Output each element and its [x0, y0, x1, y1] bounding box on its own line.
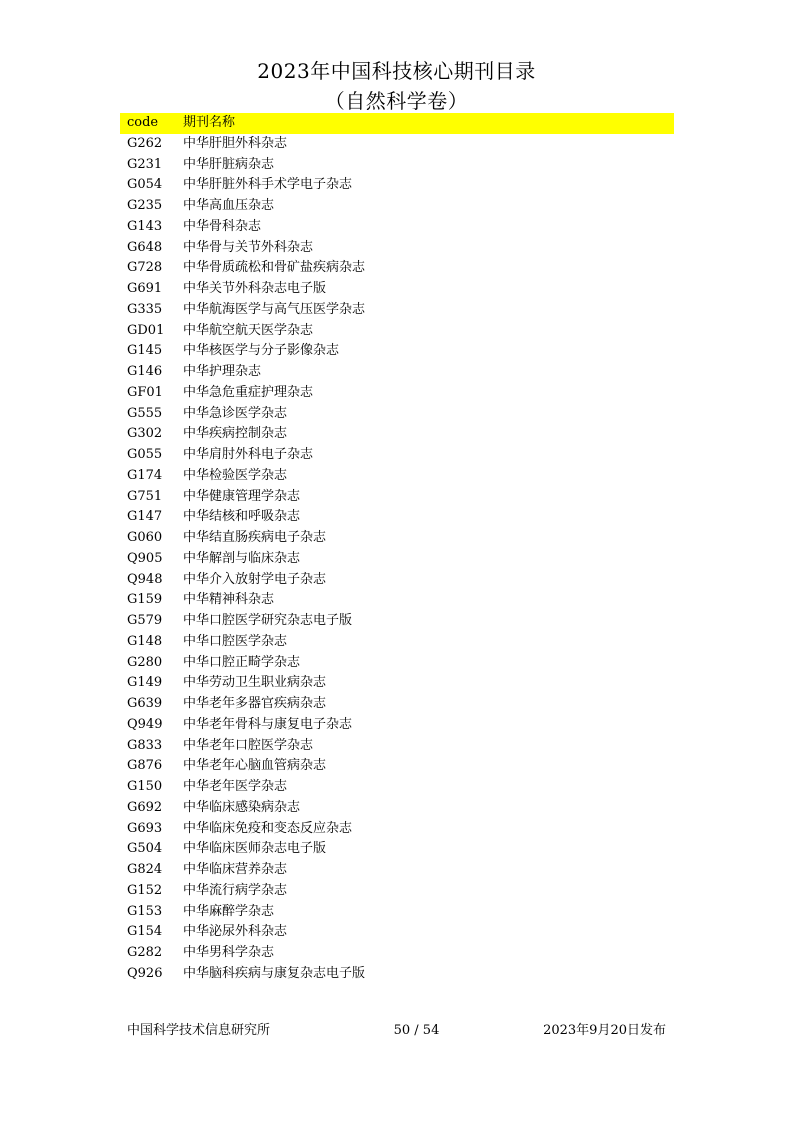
- journal-name: 中华航海医学与高气压医学杂志: [183, 301, 366, 317]
- journal-code: G751: [127, 488, 163, 504]
- journal-name: 中华骨科杂志: [183, 218, 262, 234]
- journal-table: [120, 113, 674, 985]
- journal-code: G579: [127, 613, 163, 628]
- journal-code: G555: [127, 405, 163, 421]
- journal-code: G639: [127, 696, 163, 711]
- table-row: [120, 881, 674, 902]
- journal-name: 中华检验医学杂志: [183, 467, 288, 483]
- table-row: [120, 424, 674, 445]
- footer-date: 2023年9月20日发布: [543, 1023, 666, 1038]
- table-row: [120, 404, 674, 425]
- journal-name: 中华骨质疏松和骨矿盐疾病杂志: [183, 260, 366, 276]
- journal-name: 中华男科学杂志: [183, 945, 275, 960]
- journal-code: G147: [127, 509, 163, 525]
- journal-name: 中华健康管理学杂志: [183, 488, 301, 504]
- journal-code: G148: [127, 633, 163, 649]
- journal-code: G280: [127, 654, 163, 670]
- journal-code: G282: [127, 945, 163, 960]
- journal-name: 中华核医学与分子影像杂志: [183, 343, 340, 359]
- journal-code: G876: [127, 758, 163, 774]
- journal-name: 中华高血压杂志: [183, 198, 275, 213]
- table-row: [120, 943, 674, 964]
- journal-name: 中华结核和呼吸杂志: [183, 509, 301, 525]
- table-row: [120, 258, 674, 279]
- table-row: [120, 673, 674, 694]
- journal-code: G504: [127, 841, 163, 857]
- table-row: [120, 653, 674, 674]
- journal-code: G159: [127, 592, 163, 608]
- journal-name: 中华骨与关节外科杂志: [183, 239, 314, 255]
- footer-organization: 中国科学技术信息研究所: [127, 1023, 271, 1038]
- journal-name: 中华劳动卫生职业病杂志: [183, 675, 327, 691]
- table-row: [120, 922, 674, 943]
- journal-name: 中华老年心脑血管病杂志: [183, 758, 327, 774]
- table-row: [120, 632, 674, 653]
- journal-code: G060: [127, 530, 163, 545]
- journal-code: G302: [127, 426, 163, 442]
- journal-code: G824: [127, 862, 163, 877]
- table-row: [120, 715, 674, 736]
- journal-code: Q949: [127, 716, 163, 732]
- journal-code: G691: [127, 281, 163, 296]
- journal-name: 中华疾病控制杂志: [183, 426, 288, 442]
- journal-name: 中华流行病学杂志: [183, 882, 288, 898]
- table-row: [120, 611, 674, 632]
- journal-code: G054: [127, 177, 163, 193]
- table-row: [120, 777, 674, 798]
- journal-code: G149: [127, 675, 163, 691]
- table-row: [120, 507, 674, 528]
- journal-code: G145: [127, 343, 163, 359]
- journal-name: 中华护理杂志: [183, 364, 262, 379]
- journal-name: 中华关节外科杂志电子版: [183, 281, 327, 296]
- journal-code: G693: [127, 820, 163, 836]
- journal-code: G262: [127, 135, 163, 151]
- table-row: [120, 196, 674, 217]
- table-row: [120, 839, 674, 860]
- table-row: [120, 590, 674, 611]
- journal-code: G153: [127, 903, 163, 919]
- table-row: [120, 466, 674, 487]
- table-header-row: [120, 113, 674, 134]
- table-row: [120, 300, 674, 321]
- journal-name: 中华老年多器官疾病杂志: [183, 696, 327, 711]
- journal-code: G143: [127, 218, 163, 234]
- table-row: [120, 798, 674, 819]
- table-row: [120, 155, 674, 176]
- journal-code: G648: [127, 239, 163, 255]
- table-row: [120, 445, 674, 466]
- journal-code: G833: [127, 737, 163, 753]
- journal-code: G055: [127, 447, 163, 462]
- journal-code: G154: [127, 924, 163, 940]
- journal-name: 中华临床医师杂志电子版: [183, 841, 327, 857]
- journal-name: 中华麻醉学杂志: [183, 903, 275, 919]
- journal-name: 中华精神科杂志: [183, 592, 275, 608]
- table-row: [120, 694, 674, 715]
- table-row: [120, 383, 674, 404]
- journal-code: GF01: [127, 384, 163, 400]
- table-row: [120, 902, 674, 923]
- journal-code: Q905: [127, 550, 163, 566]
- table-row: [120, 736, 674, 757]
- journal-code: GD01: [127, 322, 165, 338]
- page-subtitle: （自然科学卷）: [324, 89, 469, 113]
- journal-name: 中华老年骨科与康复电子杂志: [183, 716, 353, 732]
- journal-code: G146: [127, 364, 163, 379]
- table-row: [120, 321, 674, 342]
- journal-name: 中华临床感染病杂志: [183, 799, 301, 815]
- journal-name: 中华肝脏病杂志: [183, 156, 275, 172]
- table-row: [120, 528, 674, 549]
- journal-code: Q926: [127, 965, 163, 981]
- table-row: [120, 362, 674, 383]
- table-row: [120, 860, 674, 881]
- table-row: [120, 756, 674, 777]
- footer-page-number: 50 / 54: [393, 1023, 440, 1038]
- journal-code: G692: [127, 799, 163, 815]
- journal-name: 中华肝脏外科手术学电子杂志: [183, 177, 353, 193]
- table-row: [120, 279, 674, 300]
- journal-name: 中华急危重症护理杂志: [183, 384, 314, 400]
- header-code: code: [127, 115, 159, 130]
- table-row: [120, 134, 674, 155]
- journal-name: 中华口腔正畸学杂志: [183, 654, 301, 670]
- journal-code: G335: [127, 301, 163, 317]
- journal-name: 中华航空航天医学杂志: [183, 322, 314, 338]
- table-row: [120, 175, 674, 196]
- journal-code: Q948: [127, 571, 163, 587]
- journal-code: G231: [127, 156, 163, 172]
- header-name: 期刊名称: [183, 115, 236, 130]
- table-row: [120, 819, 674, 840]
- journal-name: 中华肩肘外科电子杂志: [183, 447, 314, 462]
- journal-name: 中华临床免疫和变态反应杂志: [183, 820, 353, 836]
- journal-name: 中华脑科疾病与康复杂志电子版: [183, 965, 366, 981]
- journal-name: 中华结直肠疾病电子杂志: [183, 530, 327, 545]
- table-row: [120, 570, 674, 591]
- journal-name: 中华解剖与临床杂志: [183, 550, 301, 566]
- journal-name: 中华介入放射学电子杂志: [183, 571, 327, 587]
- journal-name: 中华口腔医学研究杂志电子版: [183, 613, 353, 628]
- table-row: [120, 238, 674, 259]
- journal-code: G152: [127, 882, 163, 898]
- journal-code: G728: [127, 260, 163, 276]
- journal-name: 中华老年医学杂志: [183, 779, 288, 794]
- journal-name: 中华泌尿外科杂志: [183, 924, 288, 940]
- journal-name: 中华老年口腔医学杂志: [183, 737, 314, 753]
- journal-name: 中华肝胆外科杂志: [183, 135, 288, 151]
- table-row: [120, 549, 674, 570]
- journal-name: 中华临床营养杂志: [183, 862, 288, 877]
- journal-name: 中华口腔医学杂志: [183, 633, 288, 649]
- journal-code: G150: [127, 779, 163, 794]
- table-row: [120, 341, 674, 362]
- page-title: 2023年中国科技核心期刊目录: [257, 59, 536, 83]
- table-body: [120, 134, 674, 985]
- journal-code: G174: [127, 467, 163, 483]
- table-row: [120, 487, 674, 508]
- table-row: [120, 964, 674, 985]
- journal-name: 中华急诊医学杂志: [183, 405, 288, 421]
- table-row: [120, 217, 674, 238]
- journal-code: G235: [127, 198, 163, 213]
